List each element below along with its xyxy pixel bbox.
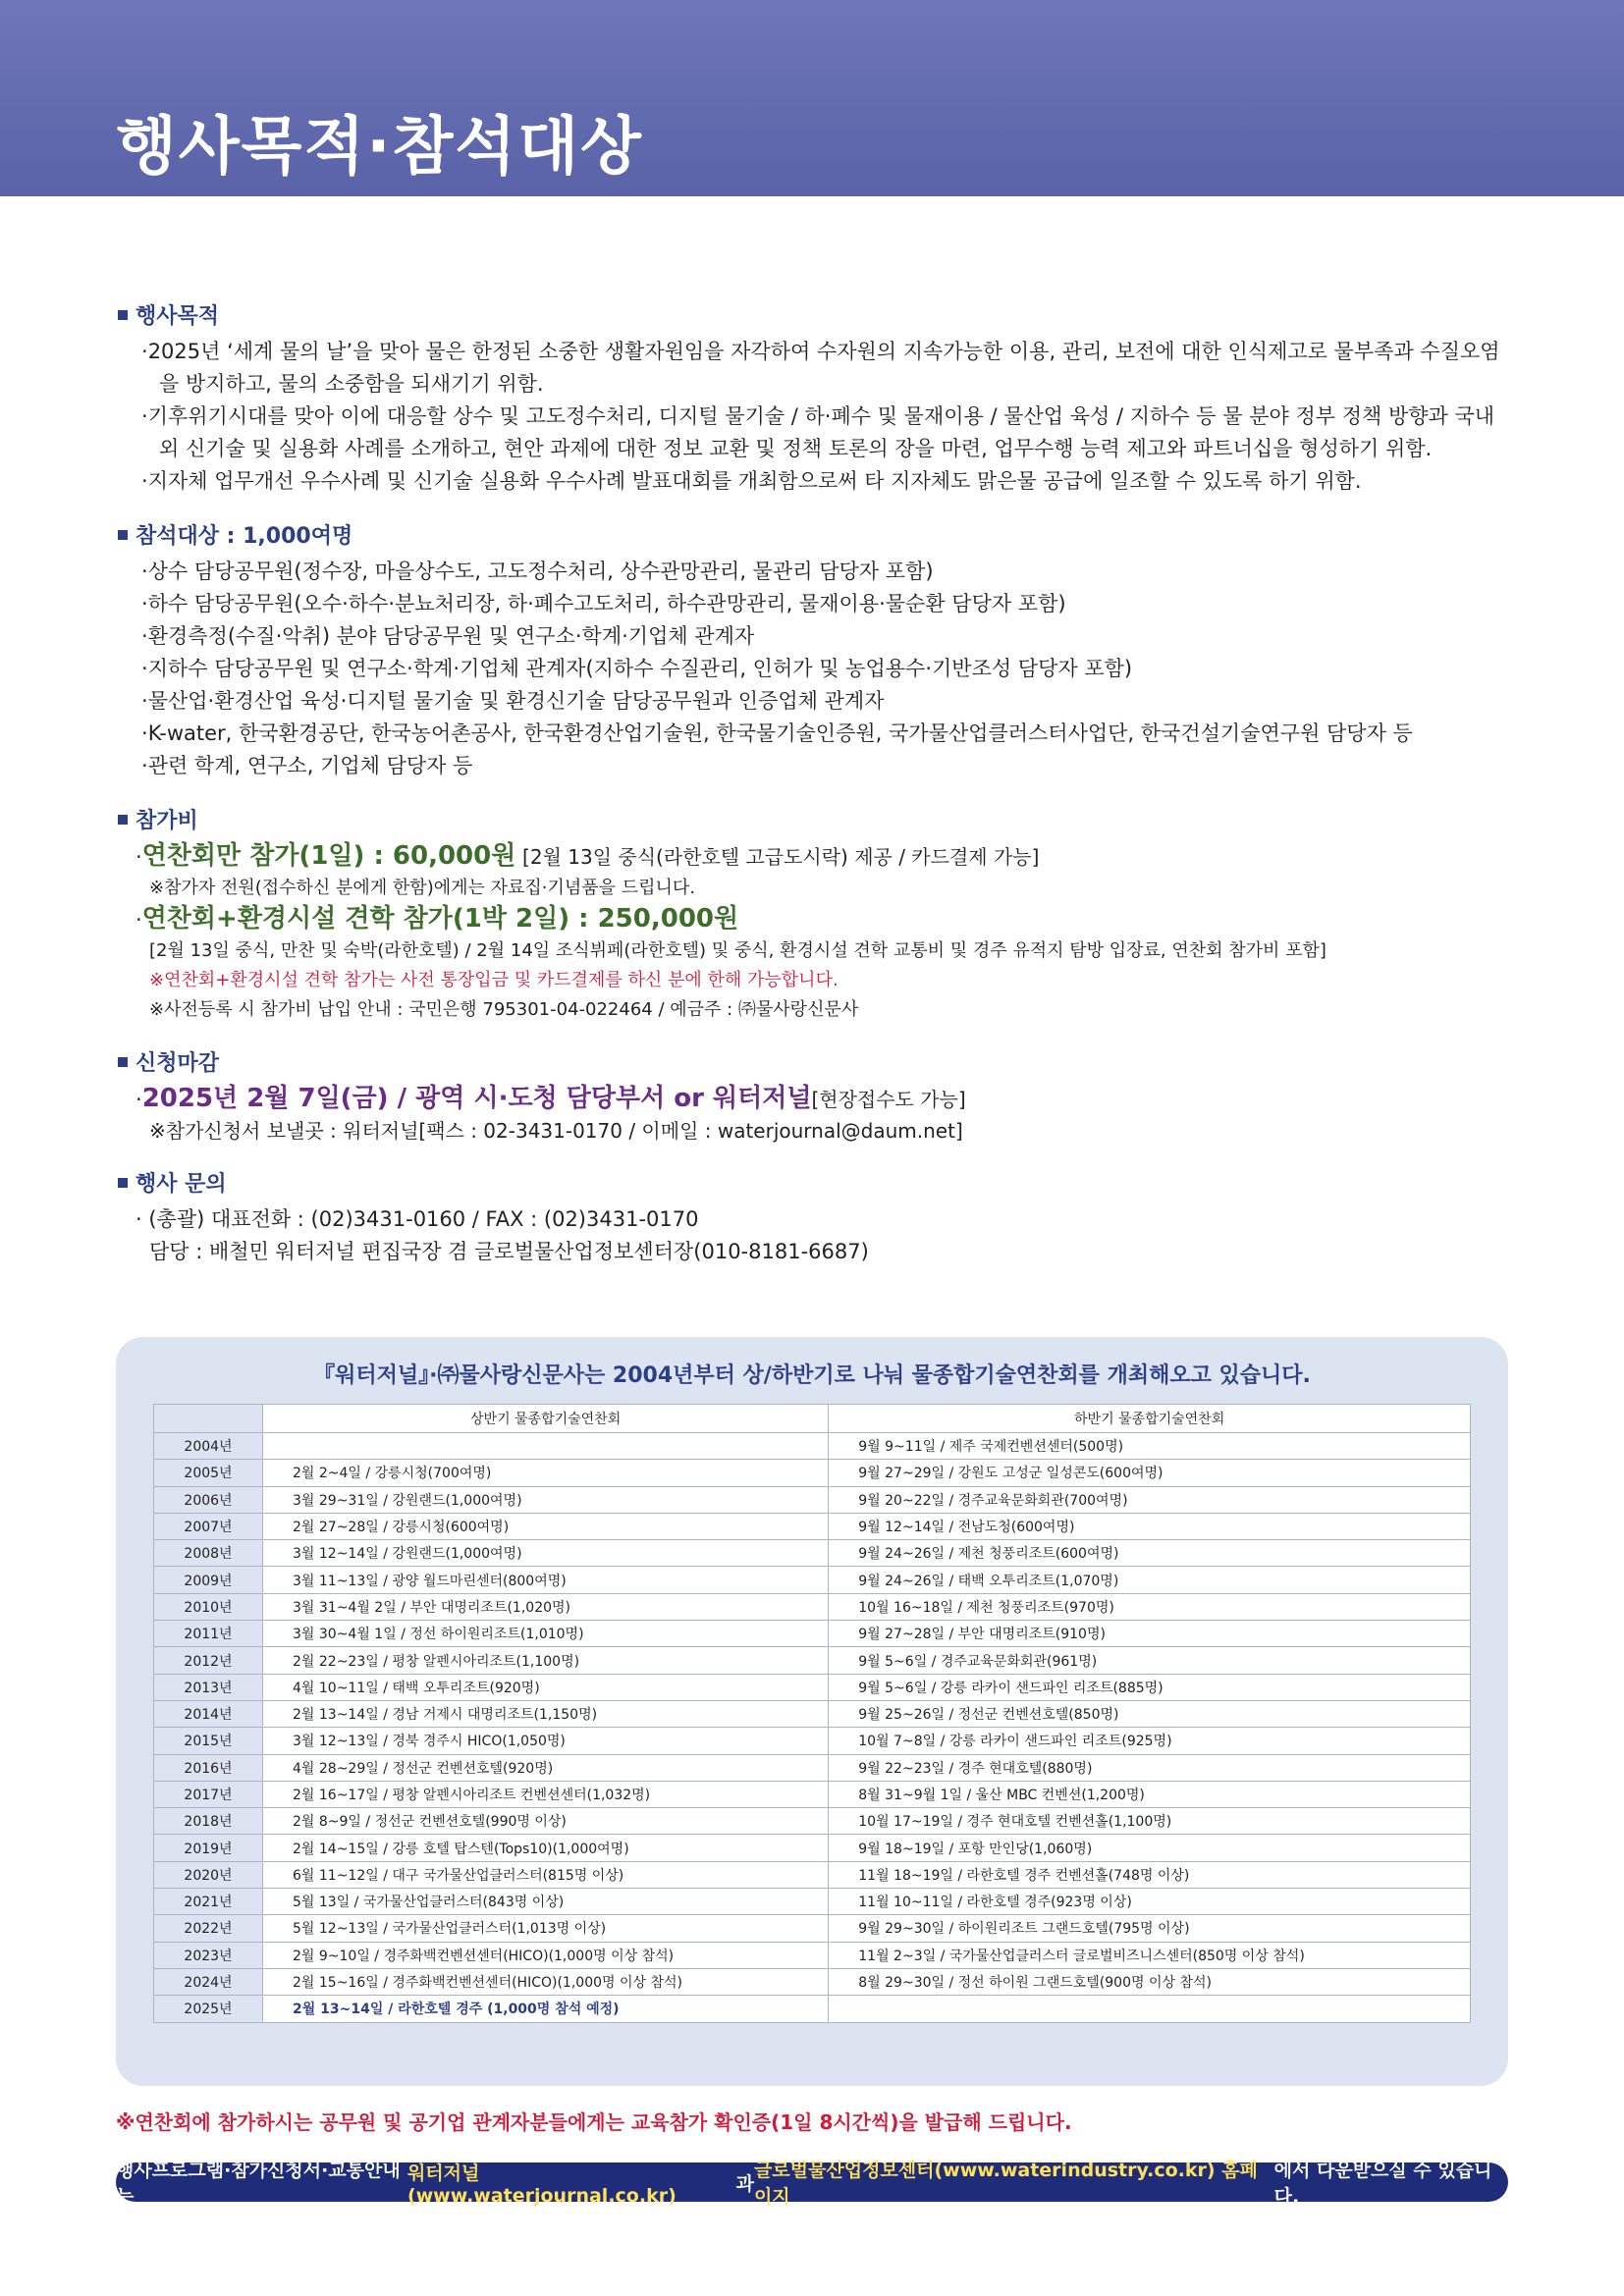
history-year-cell: 2006년 bbox=[154, 1486, 263, 1513]
history-first-half-cell: 2월 9~10일 / 경주화백컨벤션센터(HICO)(1,000명 이상 참석) bbox=[263, 1942, 829, 1968]
history-row bbox=[154, 1996, 1471, 2022]
first-half-header: 상반기 물종합기술연찬회 bbox=[263, 1405, 829, 1433]
history-first-half-cell: 2월 15~16일 / 경주화백컨벤션센터(HICO)(1,000명 이상 참석) bbox=[263, 1968, 829, 1995]
fee-option-1-main: 연찬회만 참가(1일) : 60,000원 bbox=[141, 841, 516, 871]
history-second-half-cell: 11월 2~3일 / 국가물산업클러스터 글로벌비즈니스센터(850명 이상 참석) bbox=[829, 1942, 1471, 1968]
history-first-half-cell: 5월 12~13일 / 국가물산업클러스터(1,013명 이상) bbox=[263, 1915, 829, 1942]
waterjournal-link[interactable]: 워터저널(www.waterjournal.co.kr) bbox=[406, 2162, 677, 2207]
second-half-header: 하반기 물종합기술연찬회 bbox=[829, 1405, 1471, 1433]
history-year-cell: 2010년 bbox=[154, 1593, 263, 1620]
year-header bbox=[154, 1405, 263, 1433]
attendee-item: ·K-water, 한국환경공단, 한국농어촌공사, 한국환경산업기술원, 한국물기술인증원, 국가물산업클러스터사업단, 한국건설기술연구원 담당자 등 bbox=[141, 721, 1413, 745]
history-second-half-cell bbox=[829, 1996, 1471, 2022]
fee-option-2-note: ※연찬회+환경시설 견학 참가는 사전 통장입금 및 카드결제를 하신 분에 한해 가능합니다. bbox=[149, 970, 839, 990]
history-row bbox=[154, 1861, 1471, 1888]
purpose-item: ·기후위기시대를 맞아 이에 대응할 상수 및 고도정수처리, 디지털 물기술 / 하·폐수 및 물재이용 / 물산업 육성 / 지하수 등 물 분야 정부 정책 방향과 국내외 신기술 및 실용화 사례를 소개하고, 현안 과제에 대한 정보 교환 및 정책 토론의 장을 마련, 업무수행 능력 제고와 파트너십을 형성하기 위함. bbox=[141, 404, 1495, 460]
history-row bbox=[154, 1942, 1471, 1968]
history-row bbox=[154, 1433, 1471, 1460]
fee-option-1-note: ※참가자 전원(접수하신 분에게 한함)에게는 자료집·기념품을 드립니다. bbox=[149, 878, 696, 898]
history-row bbox=[154, 1915, 1471, 1942]
history-second-half-cell: 9월 12~14일 / 전남도청(600여명) bbox=[829, 1513, 1471, 1539]
square-bullet-icon bbox=[118, 1057, 128, 1067]
history-year-cell: 2020년 bbox=[154, 1861, 263, 1888]
footer-text-pre: 행사프로그램·참가신청서·교통안내는 bbox=[116, 2160, 401, 2208]
history-first-half-cell: 2월 13~14일 / 라한호텔 경주 (1,000명 참석 예정) bbox=[263, 1996, 829, 2022]
history-row bbox=[154, 1567, 1471, 1593]
history-header-row bbox=[154, 1405, 1471, 1433]
history-first-half-cell: 3월 29~31일 / 강원랜드(1,000여명) bbox=[263, 1486, 829, 1513]
fee-option-2: ·연찬회+환경시설 견학 참가(1박 2일) : 250,000원 bbox=[135, 904, 739, 934]
history-year-cell: 2021년 bbox=[154, 1889, 263, 1915]
history-row bbox=[154, 1486, 1471, 1513]
history-year-cell: 2022년 bbox=[154, 1915, 263, 1942]
history-second-half-cell: 9월 25~26일 / 정선군 컨벤션호텔(850명) bbox=[829, 1700, 1471, 1727]
history-row bbox=[154, 1540, 1471, 1567]
history-year-cell: 2014년 bbox=[154, 1700, 263, 1727]
history-year-cell: 2013년 bbox=[154, 1674, 263, 1700]
inquiry-phone: · (총괄) 대표전화 : (02)3431-0160 / FAX : (02)3431-0170 bbox=[135, 1207, 699, 1231]
history-year-cell: 2017년 bbox=[154, 1781, 263, 1807]
fee-option-1: ·연찬회만 참가(1일) : 60,000원 [2월 13일 중식(라한호텔 고급도시락) 제공 / 카드결제 가능] bbox=[135, 841, 1040, 871]
square-bullet-icon bbox=[118, 815, 128, 825]
fee-option-2-main: 연찬회+환경시설 견학 참가(1박 2일) : 250,000원 bbox=[141, 904, 739, 934]
history-year-cell: 2018년 bbox=[154, 1808, 263, 1835]
history-second-half-cell: 9월 27~29일 / 강원도 고성군 일성콘도(600여명) bbox=[829, 1460, 1471, 1486]
history-second-half-cell: 9월 5~6일 / 강릉 라카이 샌드파인 리조트(885명) bbox=[829, 1674, 1471, 1700]
history-row bbox=[154, 1781, 1471, 1807]
history-year-cell: 2007년 bbox=[154, 1513, 263, 1539]
history-row bbox=[154, 1621, 1471, 1647]
history-first-half-cell: 5월 13일 / 국가물산업클러스터(843명 이상) bbox=[263, 1889, 829, 1915]
history-second-half-cell: 9월 18~19일 / 포항 만인당(1,060명) bbox=[829, 1835, 1471, 1861]
history-year-cell: 2005년 bbox=[154, 1460, 263, 1486]
history-first-half-cell: 2월 14~15일 / 강릉 호텔 탑스텐(Tops10)(1,000여명) bbox=[263, 1835, 829, 1861]
history-panel bbox=[116, 1337, 1508, 2086]
square-bullet-icon bbox=[118, 1178, 128, 1188]
history-second-half-cell: 9월 20~22일 / 경주교육문화회관(700여명) bbox=[829, 1486, 1471, 1513]
purpose-heading: 행사목적 bbox=[118, 299, 1512, 330]
header-banner bbox=[0, 0, 1624, 196]
history-year-cell: 2025년 bbox=[154, 1996, 263, 2022]
attendee-item: ·환경측정(수질·악취) 분야 담당공무원 및 연구소·학계·기업체 관계자 bbox=[141, 624, 755, 648]
history-first-half-cell: 2월 16~17일 / 평창 알펜시아리조트 컨벤션센터(1,032명) bbox=[263, 1781, 829, 1807]
history-row bbox=[154, 1754, 1471, 1781]
history-row bbox=[154, 1460, 1471, 1486]
history-second-half-cell: 11월 10~11일 / 라한호텔 경주(923명 이상) bbox=[829, 1889, 1471, 1915]
history-year-cell: 2015년 bbox=[154, 1728, 263, 1754]
history-table bbox=[153, 1404, 1471, 2023]
attendee-item: ·물산업·환경산업 육성·디지털 물기술 및 환경신기술 담당공무원과 인증업체 관계자 bbox=[141, 689, 885, 713]
square-bullet-icon bbox=[118, 530, 128, 540]
history-year-cell: 2012년 bbox=[154, 1647, 263, 1674]
history-year-cell: 2009년 bbox=[154, 1567, 263, 1593]
history-year-cell: 2004년 bbox=[154, 1433, 263, 1460]
attendees-heading: 참석대상 : 1,000여명 bbox=[118, 519, 1512, 550]
history-second-half-cell: 9월 22~23일 / 경주 현대호텔(880명) bbox=[829, 1754, 1471, 1781]
history-year-cell: 2008년 bbox=[154, 1540, 263, 1567]
footer-text-mid: 과 bbox=[735, 2172, 754, 2195]
fee-section bbox=[118, 804, 1512, 1025]
education-certificate-note: ※연찬회에 참가하시는 공무원 및 공기업 관계자분들에게는 교육참가 확인증(1일 8시간씩)을 발급해 드립니다. bbox=[116, 2110, 1072, 2134]
history-row bbox=[154, 1808, 1471, 1835]
history-first-half-cell: 3월 31~4월 2일 / 부안 대명리조트(1,020명) bbox=[263, 1593, 829, 1620]
history-first-half-cell: 2월 8~9일 / 정선군 컨벤션호텔(990명 이상) bbox=[263, 1808, 829, 1835]
attendee-item: ·상수 담당공무원(정수장, 마을상수도, 고도정수처리, 상수관망관리, 물관리 담당자 포함) bbox=[141, 560, 934, 583]
inquiry-section bbox=[118, 1167, 1512, 1268]
history-first-half-cell: 2월 22~23일 / 평창 알펜시아리조트(1,100명) bbox=[263, 1647, 829, 1674]
history-row bbox=[154, 1674, 1471, 1700]
history-first-half-cell: 2월 2~4일 / 강릉시청(700여명) bbox=[263, 1460, 829, 1486]
history-row bbox=[154, 1513, 1471, 1539]
page-title: 행사목적·참석대상 bbox=[116, 111, 643, 184]
fee-option-2-detail: [2월 13일 중식, 만찬 및 숙박(라한호텔) / 2월 14일 조식뷔페(라한호텔) 및 중식, 환경시설 견학 교통비 및 경주 유적지 탐방 입장료, 연찬회 참가비 포함] bbox=[149, 940, 1326, 961]
history-first-half-cell: 3월 12~14일 / 강원랜드(1,000여명) bbox=[263, 1540, 829, 1567]
history-year-cell: 2023년 bbox=[154, 1942, 263, 1968]
history-row bbox=[154, 1968, 1471, 1995]
history-row bbox=[154, 1728, 1471, 1754]
deadline-main: ·2025년 2월 7일(금) / 광역 시·도청 담당부서 or 워터저널[현장접수도 가능] bbox=[135, 1084, 966, 1113]
inquiry-heading: 행사 문의 bbox=[118, 1167, 1512, 1198]
history-first-half-cell: 2월 27~28일 / 강릉시청(600여명) bbox=[263, 1513, 829, 1539]
history-second-half-cell: 11월 18~19일 / 라한호텔 경주 컨벤션홀(748명 이상) bbox=[829, 1861, 1471, 1888]
deadline-section bbox=[118, 1046, 1512, 1146]
history-year-cell: 2011년 bbox=[154, 1621, 263, 1647]
deadline-note: ※참가신청서 보낼곳 : 워터저널[팩스 : 02-3431-0170 / 이메일 : waterjournal@daum.net] bbox=[149, 1119, 963, 1143]
history-first-half-cell: 6월 11~12일 / 대구 국가물산업클러스터(815명 이상) bbox=[263, 1861, 829, 1888]
history-first-half-cell: 3월 12~13일 / 경북 경주시 HICO(1,050명) bbox=[263, 1728, 829, 1754]
fee-option-1-detail: [2월 13일 중식(라한호텔 고급도시락) 제공 / 카드결제 가능] bbox=[522, 845, 1040, 869]
attendees-section bbox=[118, 519, 1512, 782]
purpose-item: ·2025년 ‘세계 물의 날’을 맞아 물은 한정된 소중한 생활자원임을 자각하여 수자원의 지속가능한 이용, 관리, 보전에 대한 인식제고로 물부족과 수질오염을 방지하고, 물의 소중함을 되새기기 위함. bbox=[141, 340, 1500, 396]
deadline-heading: 신청마감 bbox=[118, 1046, 1512, 1077]
history-title: 『워터저널』·㈜물사랑신문사는 2004년부터 상/하반기로 나눠 물종합기술연찬회를 개최해오고 있습니다. bbox=[313, 1363, 1311, 1388]
history-year-cell: 2016년 bbox=[154, 1754, 263, 1781]
history-second-half-cell: 9월 9~11일 / 제주 국제컨벤션센터(500명) bbox=[829, 1433, 1471, 1460]
history-first-half-cell: 3월 30~4월 1일 / 정선 하이원리조트(1,010명) bbox=[263, 1621, 829, 1647]
purpose-section bbox=[118, 299, 1512, 498]
history-first-half-cell: 3월 11~13일 / 광양 월드마린센터(800여명) bbox=[263, 1567, 829, 1593]
history-year-cell: 2024년 bbox=[154, 1968, 263, 1995]
main-content bbox=[118, 299, 1512, 1290]
history-second-half-cell: 9월 29~30일 / 하이원리조트 그랜드호텔(795명 이상) bbox=[829, 1915, 1471, 1942]
purpose-item: ·지자체 업무개선 우수사례 및 신기술 실용화 우수사례 발표대회를 개최함으로써 타 지자체도 맑은물 공급에 일조할 수 있도록 하기 위함. bbox=[141, 469, 1362, 493]
attendee-item: ·관련 학계, 연구소, 기업체 담당자 등 bbox=[141, 754, 473, 777]
history-second-half-cell: 8월 29~30일 / 정선 하이원 그랜드호텔(900명 이상 참석) bbox=[829, 1968, 1471, 1995]
history-second-half-cell: 9월 5~6일 / 경주교육문화회관(961명) bbox=[829, 1647, 1471, 1674]
history-first-half-cell bbox=[263, 1433, 829, 1460]
history-second-half-cell: 9월 24~26일 / 제천 청풍리조트(600여명) bbox=[829, 1540, 1471, 1567]
history-row bbox=[154, 1647, 1471, 1674]
history-second-half-cell: 10월 7~8일 / 강릉 라카이 샌드파인 리조트(925명) bbox=[829, 1728, 1471, 1754]
history-year-cell: 2019년 bbox=[154, 1835, 263, 1861]
history-second-half-cell: 10월 16~18일 / 제천 청풍리조트(970명) bbox=[829, 1593, 1471, 1620]
history-first-half-cell: 4월 10~11일 / 태백 오투리조트(920명) bbox=[263, 1674, 829, 1700]
footer-text-post: 에서 다운받으실 수 있습니다. bbox=[1273, 2160, 1492, 2208]
history-first-half-cell: 2월 13~14일 / 경남 거제시 대명리조트(1,150명) bbox=[263, 1700, 829, 1727]
attendee-item: ·하수 담당공무원(오수·하수·분뇨처리장, 하·폐수고도처리, 하수관망관리, 물재이용·물순환 담당자 포함) bbox=[141, 592, 1066, 615]
history-row bbox=[154, 1889, 1471, 1915]
history-second-half-cell: 10월 17~19일 / 경주 현대호텔 컨벤션홀(1,100명) bbox=[829, 1808, 1471, 1835]
history-row bbox=[154, 1593, 1471, 1620]
fee-heading: 참가비 bbox=[118, 804, 1512, 834]
footer-download-bar bbox=[116, 2160, 1508, 2208]
fee-account-note: ※사전등록 시 참가비 납입 안내 : 국민은행 795301-04-022464 / 예금주 : ㈜물사랑신문사 bbox=[149, 999, 859, 1020]
attendee-item: ·지하수 담당공무원 및 연구소·학계·기업체 관계자(지하수 수질관리, 인허가 및 농업용수·기반조성 담당자 포함) bbox=[141, 657, 1133, 680]
deadline-date: 2025년 2월 7일(금) / 광역 시·도청 담당부서 or 워터저널 bbox=[141, 1084, 812, 1113]
history-first-half-cell: 4월 28~29일 / 정선군 컨벤션호텔(920명) bbox=[263, 1754, 829, 1781]
history-second-half-cell: 9월 27~28일 / 부안 대명리조트(910명) bbox=[829, 1621, 1471, 1647]
history-second-half-cell: 9월 24~26일 / 태백 오투리조트(1,070명) bbox=[829, 1567, 1471, 1593]
square-bullet-icon bbox=[118, 310, 128, 320]
history-second-half-cell: 8월 31~9월 1일 / 울산 MBC 컨벤션(1,200명) bbox=[829, 1781, 1471, 1807]
history-row bbox=[154, 1700, 1471, 1727]
deadline-suffix: [현장접수도 가능] bbox=[811, 1088, 966, 1111]
waterindustry-link[interactable]: 글로벌물산업정보센터(www.waterindustry.co.kr) 홈페이지 bbox=[753, 2160, 1258, 2208]
inquiry-contact: 담당 : 배철민 워터저널 편집국장 겸 글로벌물산업정보센터장(010-8181-6687) bbox=[149, 1240, 869, 1263]
history-row bbox=[154, 1835, 1471, 1861]
